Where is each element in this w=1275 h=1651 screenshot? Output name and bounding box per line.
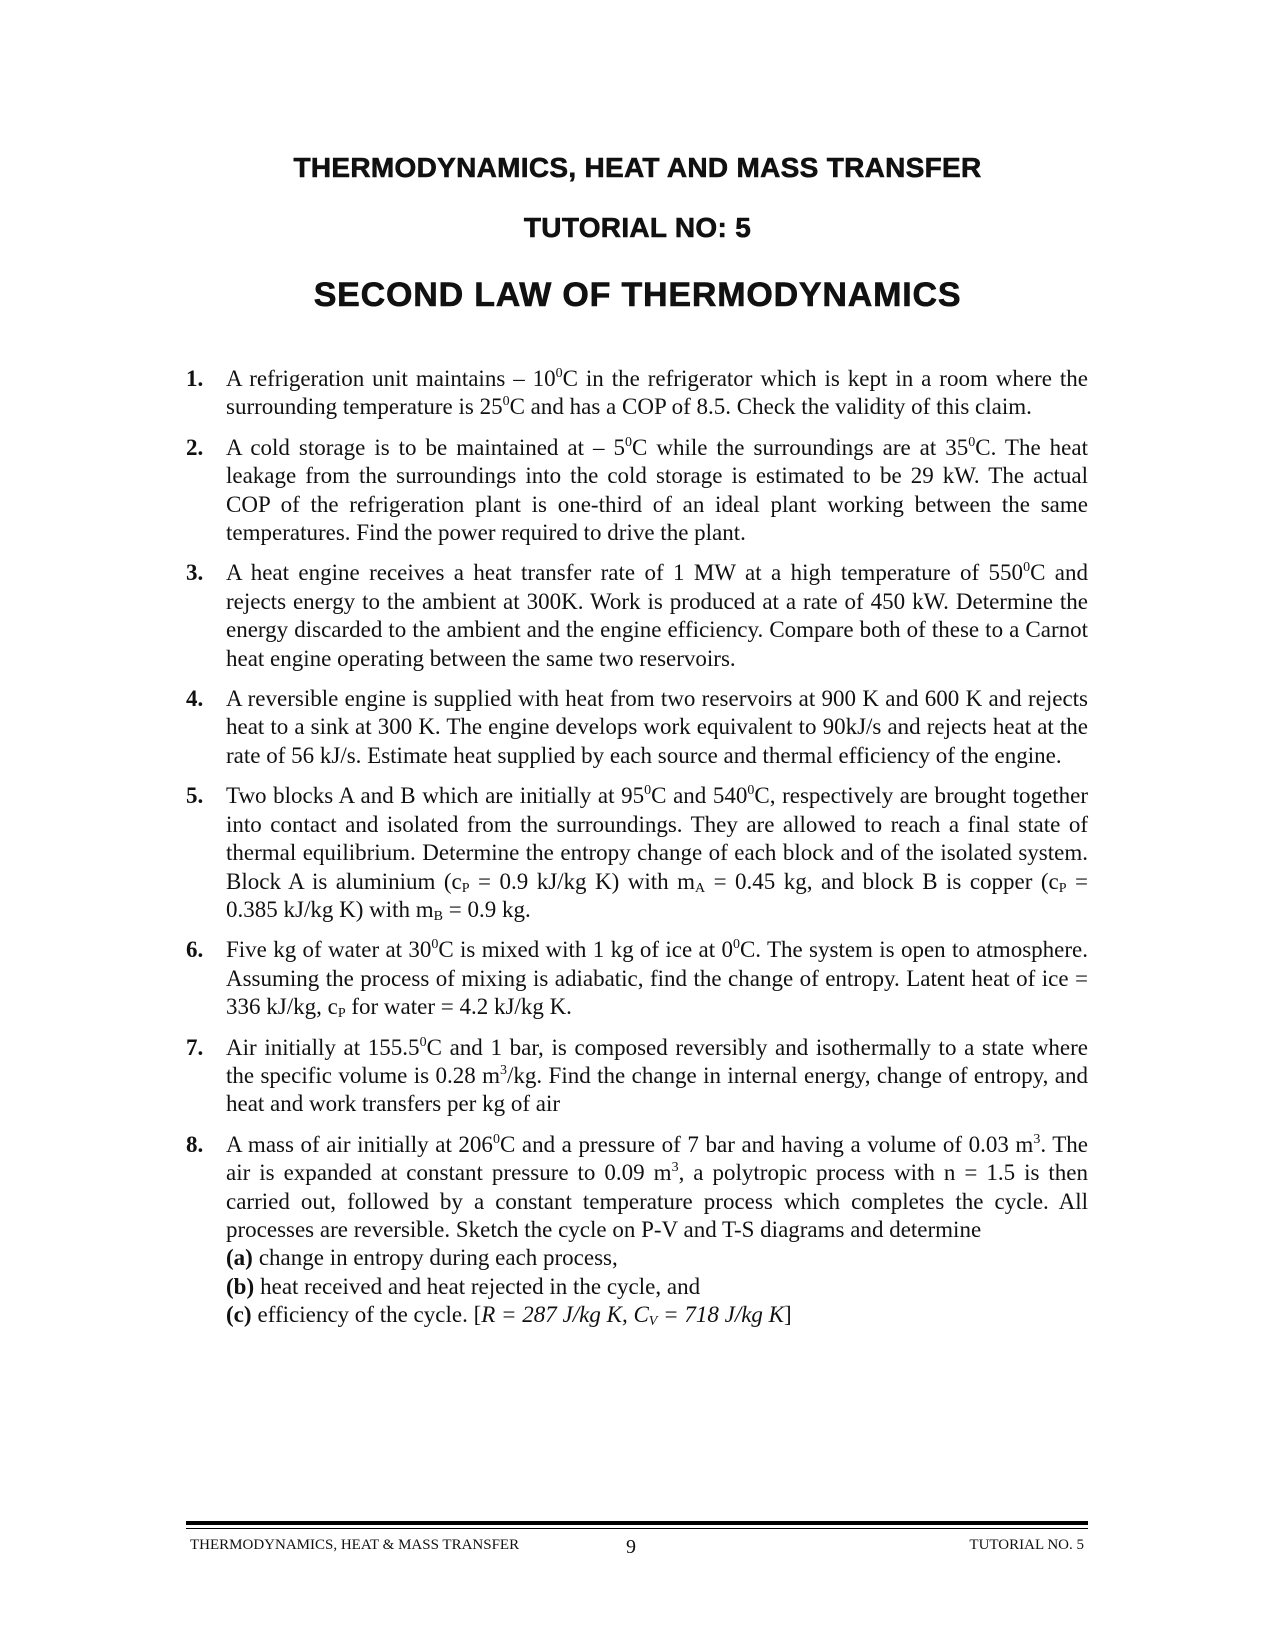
question-text: A refrigeration unit maintains – $10^0C$ in the refrigerator which is kept in a room where the surrounding temperature is $25^0C$ and has a COP of 8.5. Check the validity of this claim. <box>226 366 1088 420</box>
page-footer <box>186 1537 1088 1561</box>
question-item <box>186 782 1088 924</box>
topic-heading: SECOND LAW OF THERMODYNAMICS <box>313 276 962 314</box>
question-text: A mass of air initially at $206^0C$ and a pressure of 7 bar and having a volume of 0.03 $m^3$. The air is expanded at constant pressure to 0.09 $m^3$, a polytropic process with n = 1.5 is then carried out, followed by a constant temperature process which completes the cycle. All processes are reversible. Sketch the cycle on P-V and T-S diagrams and determine <box>226 1131 1088 1242</box>
course-title: THERMODYNAMICS, HEAT AND MASS TRANSFER <box>293 152 982 183</box>
question-item <box>186 434 1088 548</box>
sub-question-label: (c) <box>226 1302 252 1328</box>
sub-question-item <box>226 1244 1088 1272</box>
question-item <box>186 365 1088 422</box>
question-text: Five kg of water at $30^0C$ is mixed with 1 kg of ice at $0^0C$. The system is open to atmosphere. Assuming the process of mixing is adiabatic, find the change of entropy. Latent heat of ice = 336 kJ/kg, $c_P$ for water = 4.2 kJ/kg K. <box>226 937 1088 1022</box>
sub-question-item <box>226 1273 1088 1301</box>
footer-rule-thick <box>186 1521 1088 1525</box>
question-text: Two blocks A and B which are initially at $95^0C$ and $540^0C$, respectively are brought together into contact and isolated from the surroundings. They are allowed to reach a final state of thermal equilibrium. Determine the entropy change of each block and of the isolated system. Block A is aluminium ($c_P = 0.9$ kJ/kg K) with $m_A = 0.45$ kg, and block B is copper ($c_P = 0.385$ kJ/kg K) with $m_B = 0.9$ kg. <box>226 783 1089 924</box>
question-item <box>186 685 1088 770</box>
sub-question-text: change in entropy during each process, <box>258 1245 618 1271</box>
question-item <box>186 559 1088 673</box>
question-number: 7. <box>186 1034 204 1060</box>
question-text: Air initially at 155.5$^0$C and 1 bar, is composed reversibly and isothermally to a state where the specific volume is 0.28 $m^3/kg$. Find the change in internal energy, change of entropy, and heat and work transfers per kg of air <box>226 1034 1089 1117</box>
question-number: 6. <box>186 937 204 963</box>
page-number: 9 <box>626 1536 636 1558</box>
question-number: 1. <box>186 366 204 391</box>
footer-tutorial-label: TUTORIAL NO. 5 <box>969 1537 1084 1553</box>
sub-question-label: (b) <box>226 1273 255 1299</box>
sub-question-text: efficiency of the cycle. [R = 287 J/kg K, $C_V = 718$ J/kg K] <box>257 1302 792 1330</box>
sub-question-text: heat received and heat rejected in the cycle, and <box>260 1273 701 1299</box>
sub-question-item <box>226 1301 1088 1329</box>
question-item <box>186 1131 1088 1330</box>
question-number: 2. <box>186 434 204 460</box>
footer-course-title: THERMODYNAMICS, HEAT & MASS TRANSFER <box>190 1537 520 1553</box>
question-number: 4. <box>186 686 204 712</box>
question-number: 3. <box>186 560 204 586</box>
question-text: A reversible engine is supplied with heat from two reservoirs at 900 K and 600 K and rejects heat to a sink at 300 K. The engine develops work equivalent to 90kJ/s and rejects heat at the rate of 56 kJ/s. Estimate heat supplied by each source and thermal efficiency of the engine. <box>226 686 1088 768</box>
question-number: 5. <box>186 783 204 809</box>
tutorial-label: TUTORIAL NO: 5 <box>523 212 752 243</box>
question-text: A cold storage is to be maintained at – $5^0C$ while the surroundings are at $35^0C$. The heat leakage from the surroundings into the cold storage is estimated to be 29 kW. The actual COP of the refrigeration plant is one-third of an ideal plant working between the same temperatures. Find the power required to drive the plant. <box>226 434 1088 546</box>
footer-rule-thin <box>186 1528 1088 1529</box>
question-item <box>186 936 1088 1021</box>
question-number: 8. <box>186 1131 204 1157</box>
question-item <box>186 1034 1088 1119</box>
question-list <box>186 365 1088 1342</box>
sub-question-label: (a) <box>226 1245 253 1271</box>
sub-question-list <box>226 1244 1088 1329</box>
question-text: A heat engine receives a heat transfer rate of 1 MW at a high temperature of $550^0C$ and rejects energy to the ambient at 300K. Work is produced at a rate of 450 kW. Determine the energy discarded to the ambient and the engine efficiency. Compare both of these to a Carnot heat engine operating between the same two reservoirs. <box>226 560 1088 671</box>
